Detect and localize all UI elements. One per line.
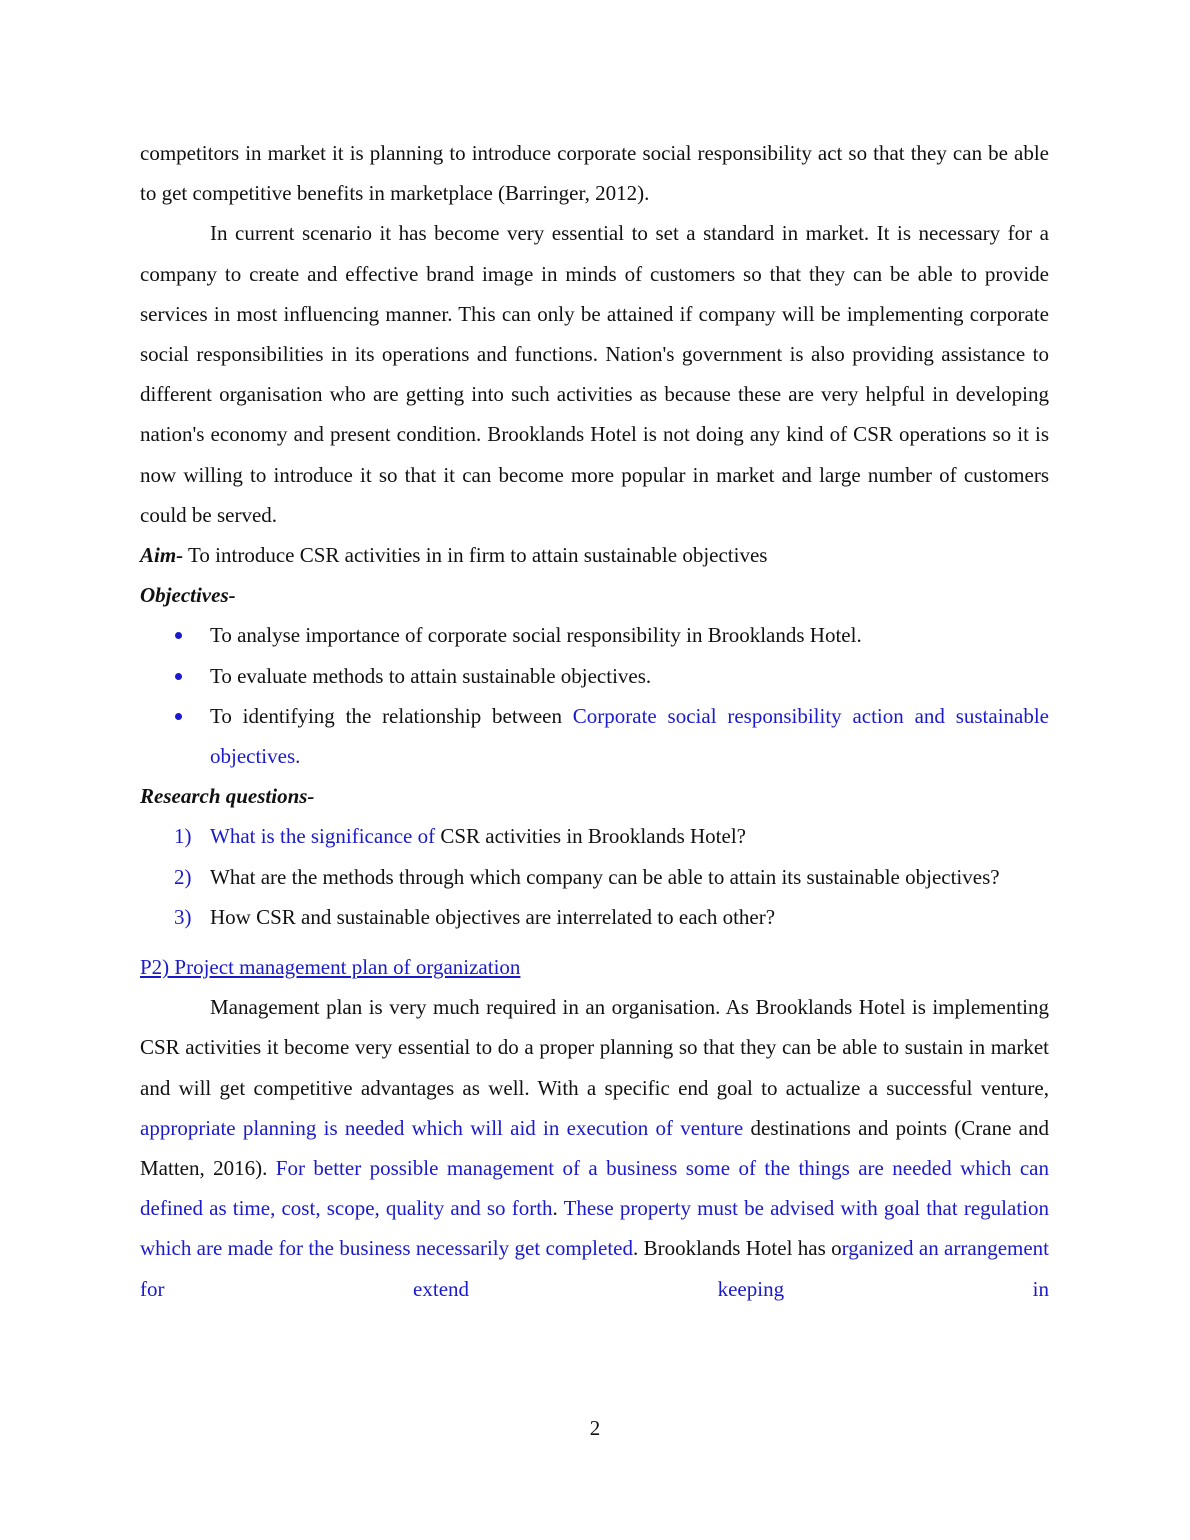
text-segment: Management plan is very much required in an organisation. As Brooklands Hotel is implementing CSR activities it become very essential to do a proper planning so that they can be able to sustain in market and will get competitive advantages as well. With a specific end goal to actualize a successful venture,	[140, 995, 1049, 1100]
text-segment: . Brooklands Hotel has o	[632, 1236, 842, 1261]
page-number: 2	[589, 1416, 601, 1440]
list-item	[140, 696, 1049, 776]
item-text-highlight: What is the significance of	[210, 824, 436, 849]
text-segment: .	[552, 1196, 564, 1221]
text-segment-highlight: appropriate planning is needed which will aid in execution of venture	[140, 1115, 744, 1140]
aim-label: Aim-	[140, 543, 184, 568]
aim-line	[140, 535, 1049, 575]
objectives-heading: Objectives-	[140, 583, 236, 608]
list-item	[140, 615, 1049, 655]
item-text: To identifying the relationship between	[210, 703, 573, 728]
list-number: 2)	[174, 864, 192, 889]
aim-text: To introduce CSR activities in in firm to attain sustainable objectives	[183, 543, 768, 568]
list-item	[140, 656, 1049, 696]
item-text: What are the methods through which company can be able to attain its sustainable objectives?	[210, 864, 1000, 889]
list-item	[140, 816, 1049, 856]
bullet-icon	[175, 713, 182, 720]
list-number: 1)	[174, 824, 192, 849]
paragraph: competitors in market it is planning to introduce corporate social responsibility act so that they can be able to get competitive benefits in marketplace (Barringer, 2012).	[140, 141, 1049, 206]
item-text-highlight: Corporate social responsibility action and sustainable objectives.	[210, 703, 1049, 769]
document-body	[140, 133, 1049, 1309]
text-segment: destinations and points (Crane and Matten, 2016).	[140, 1115, 1049, 1181]
bullet-icon	[175, 632, 182, 639]
list-item	[140, 897, 1049, 937]
bullet-icon	[175, 673, 182, 680]
text-segment-highlight: For better possible management of a business some of the things are needed which can defined as time, cost, scope, quality and so forth	[140, 1156, 1049, 1221]
item-text: CSR activities in Brooklands Hotel?	[435, 824, 746, 849]
paragraph	[140, 987, 1049, 1309]
item-text: How CSR and sustainable objectives are interrelated to each other?	[210, 904, 776, 929]
item-text: To evaluate methods to attain sustainable objectives.	[210, 663, 652, 688]
text-segment-highlight: These property must be advised with goal that regulation which are made for the business necessarily get completed	[140, 1196, 1049, 1261]
paragraph: In current scenario it has become very essential to set a standard in market. It is necessary for a company to create and effective brand image in minds of customers so that they can be able to provide services in most influencing manner. This can only be attained if company will be implementing corporate social responsibilities in its operations and functions. Nation's government is also providing assistance to different organisation who are getting into such activities as because these are very helpful in developing nation's economy and present condition. Brooklands Hotel is not doing any kind of CSR operations so it is now willing to introduce it so that it can become more popular in market and large number of customers could be served.	[140, 221, 1049, 527]
text-segment-highlight: rganized an arrangement for extend keeping in	[140, 1236, 1049, 1301]
item-text: To analyse importance of corporate social responsibility in Brooklands Hotel.	[210, 623, 862, 648]
list-item	[140, 857, 1049, 897]
section-heading: P2) Project management plan of organization	[140, 955, 521, 980]
list-number: 3)	[174, 904, 192, 929]
research-questions-heading: Research questions-	[140, 784, 315, 809]
